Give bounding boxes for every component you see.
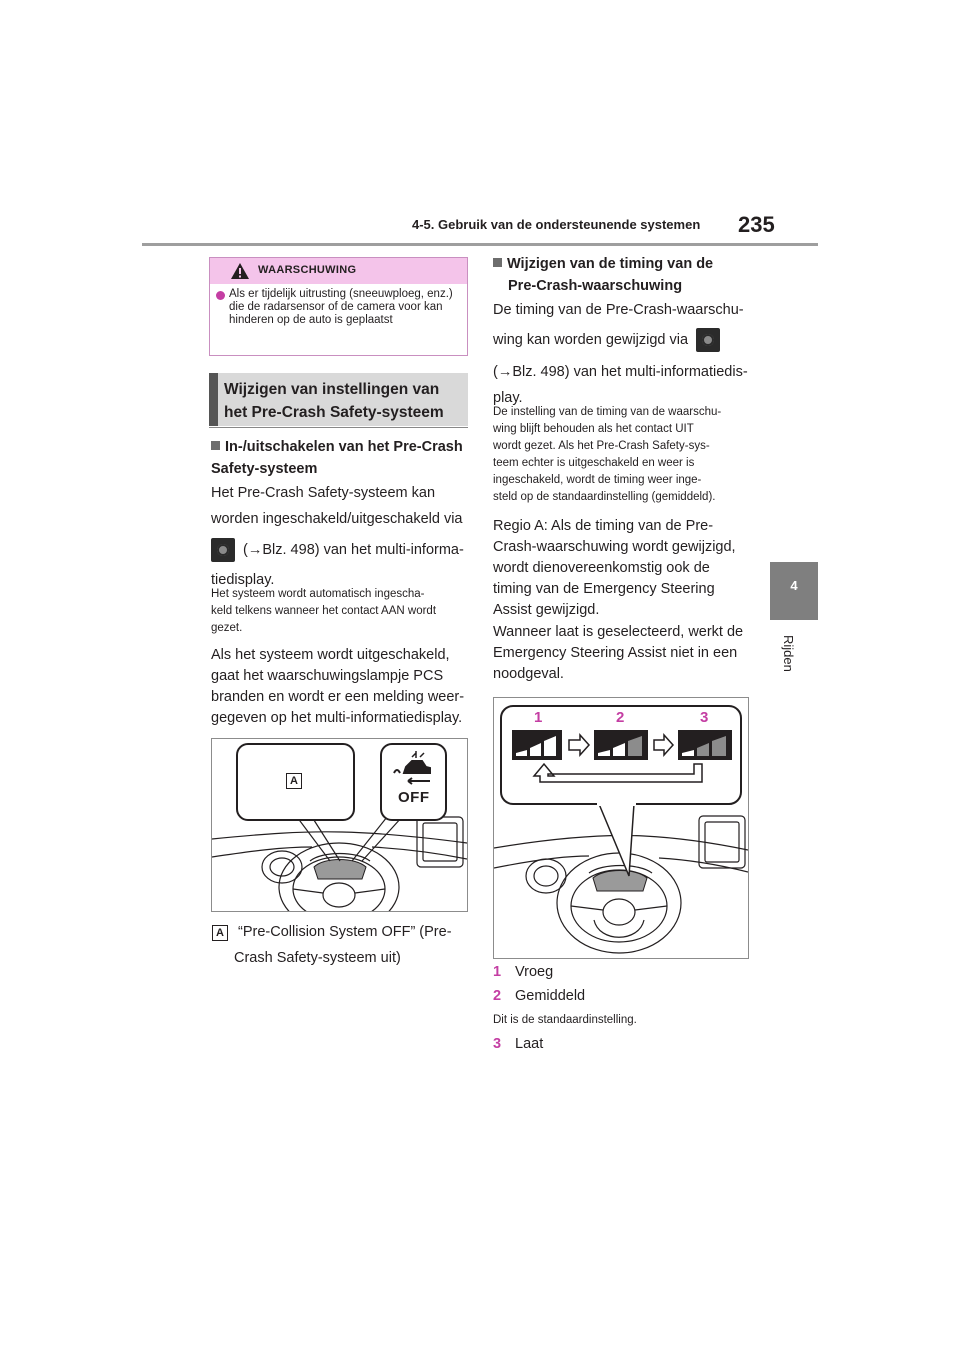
text-line: noodgeval. bbox=[493, 666, 564, 682]
text-line bbox=[211, 538, 473, 570]
text-line: Het Pre-Crash Safety-systeem kan bbox=[211, 485, 436, 501]
legend-text: Crash Safety-systeem uit) bbox=[234, 950, 401, 966]
legend-a bbox=[212, 922, 474, 969]
text-line: play. bbox=[493, 390, 523, 406]
text-line: wordt dienovereenkomstig ook de bbox=[493, 560, 710, 576]
square-bullet-icon bbox=[493, 258, 502, 267]
text-line: keld telkens wanneer het contact AAN wordt bbox=[211, 605, 437, 617]
chapter-number: 4 bbox=[790, 578, 798, 593]
list-text: Vroeg bbox=[515, 964, 554, 980]
legend-label-a: A bbox=[212, 925, 228, 941]
list-number: 2 bbox=[493, 988, 502, 1004]
pcs-off-text: OFF bbox=[398, 789, 430, 806]
figure-pcs-off bbox=[211, 738, 468, 912]
text-line: ingeschakeld, wordt de timing weer inge- bbox=[493, 474, 702, 486]
text-line: Wanneer laat is geselecteerd, werkt de bbox=[493, 624, 744, 640]
right-note bbox=[493, 404, 755, 506]
right-paragraph-2 bbox=[493, 516, 755, 621]
pcs-warning-icon bbox=[390, 751, 436, 787]
settings-gear-icon bbox=[211, 538, 235, 562]
list-number: 1 bbox=[493, 964, 502, 980]
right-paragraph-1 bbox=[493, 300, 755, 412]
text-line: Regio A: Als de timing van de Pre- bbox=[493, 518, 714, 534]
right-subheading bbox=[493, 253, 753, 297]
text-line: Als het systeem wordt uitgeschakeld, bbox=[211, 647, 450, 663]
section-heading-text: Wijzigen van instellingen van het Pre-Crash Safety-systeem bbox=[224, 381, 444, 421]
text-line: Het systeem wordt automatisch ingescha- bbox=[211, 588, 425, 600]
list-text: Laat bbox=[515, 1036, 544, 1052]
list-item bbox=[493, 986, 755, 1010]
page-number: 235 bbox=[738, 212, 775, 237]
text-line: gezet. bbox=[211, 622, 243, 634]
text-line: De instelling van de timing van de waarschu- bbox=[493, 406, 722, 418]
left-note bbox=[211, 586, 473, 637]
text-line: branden en wordt er een melding weer- bbox=[211, 689, 465, 705]
chapter-label: Rijden bbox=[781, 635, 796, 672]
text-line: teem echter is uitgeschakeld en weer is bbox=[493, 457, 695, 469]
reference-text: (→Blz. 498) van het multi-informa- bbox=[243, 541, 464, 558]
text-line: tiedisplay. bbox=[211, 572, 275, 588]
gauge-label-2: 2 bbox=[616, 709, 625, 726]
list-item bbox=[493, 962, 755, 986]
list-number: 3 bbox=[493, 1036, 502, 1052]
header-rule bbox=[142, 243, 818, 246]
legend-text: “Pre-Collision System OFF” (Pre- bbox=[238, 924, 452, 940]
text-line: steld op de standaardinstelling (gemiddeld). bbox=[493, 491, 716, 503]
figure-timing bbox=[493, 697, 749, 959]
text-line-part: wing kan worden gewijzigd via bbox=[493, 331, 689, 348]
warning-header bbox=[210, 258, 467, 284]
label-a: A bbox=[286, 773, 302, 789]
text-line: Crash-waarschuwing wordt gewijzigd, bbox=[493, 539, 736, 555]
text-line: timing van de Emergency Steering bbox=[493, 581, 715, 597]
list-text: Gemiddeld bbox=[515, 988, 586, 1004]
text-line: wing blijft behouden als het contact UIT bbox=[493, 423, 694, 435]
list-note: Dit is de standaardinstelling. bbox=[493, 1014, 637, 1026]
text-line: worden ingeschakeld/uitgeschakeld via bbox=[211, 511, 463, 527]
right-subheading-text: Wijzigen van de timing van de bbox=[507, 256, 714, 272]
timing-list bbox=[493, 962, 755, 1058]
warning-title: WAARSCHUWING bbox=[258, 264, 357, 276]
square-bullet-icon bbox=[211, 441, 220, 450]
section-title: 4-5. Gebruik van de ondersteunende systemen bbox=[412, 217, 701, 232]
text-line: gegeven op het multi-informatiedisplay. bbox=[211, 710, 463, 726]
timing-illustration bbox=[494, 698, 748, 958]
gauge-label-1: 1 bbox=[534, 709, 543, 726]
callout-bubble-pcs bbox=[380, 743, 447, 821]
text-line bbox=[493, 328, 755, 360]
text-line: Assist gewijzigd. bbox=[493, 602, 600, 618]
callout-bubble-a bbox=[236, 743, 355, 821]
warning-item: Als er tijdelijk uitrusting (sneeuwploeg, enz.) die de radarsensor of de camera voor kan hinderen op de auto is geplaatst bbox=[229, 288, 453, 326]
settings-gear-icon bbox=[696, 328, 720, 352]
right-subheading-text: Pre-Crash-waarschuwing bbox=[508, 278, 683, 294]
warning-triangle-icon bbox=[230, 262, 250, 280]
reference-text: (→Blz. 498) van het multi-informatiedis- bbox=[493, 364, 748, 380]
warning-box bbox=[209, 257, 468, 356]
text-line: De timing van de Pre-Crash-waarschu- bbox=[493, 302, 744, 318]
left-subheading bbox=[211, 436, 471, 480]
right-paragraph-3 bbox=[493, 622, 755, 685]
text-line: gaat het waarschuwingslampje PCS bbox=[211, 668, 444, 684]
text-line: wordt gezet. Als het Pre-Crash Safety-sys- bbox=[493, 440, 710, 452]
section-heading-bar bbox=[209, 373, 218, 426]
section-heading-rule bbox=[209, 427, 468, 428]
section-heading bbox=[209, 373, 468, 426]
gauge-label-3: 3 bbox=[700, 709, 709, 726]
list-item bbox=[493, 1034, 755, 1058]
bullet-icon bbox=[216, 291, 225, 300]
left-paragraph-1 bbox=[211, 483, 473, 594]
left-subheading-text: In-/uitschakelen van het Pre-Crash Safety-systeem bbox=[211, 439, 463, 477]
left-paragraph-2 bbox=[211, 645, 473, 729]
text-line: Emergency Steering Assist niet in een bbox=[493, 645, 738, 661]
